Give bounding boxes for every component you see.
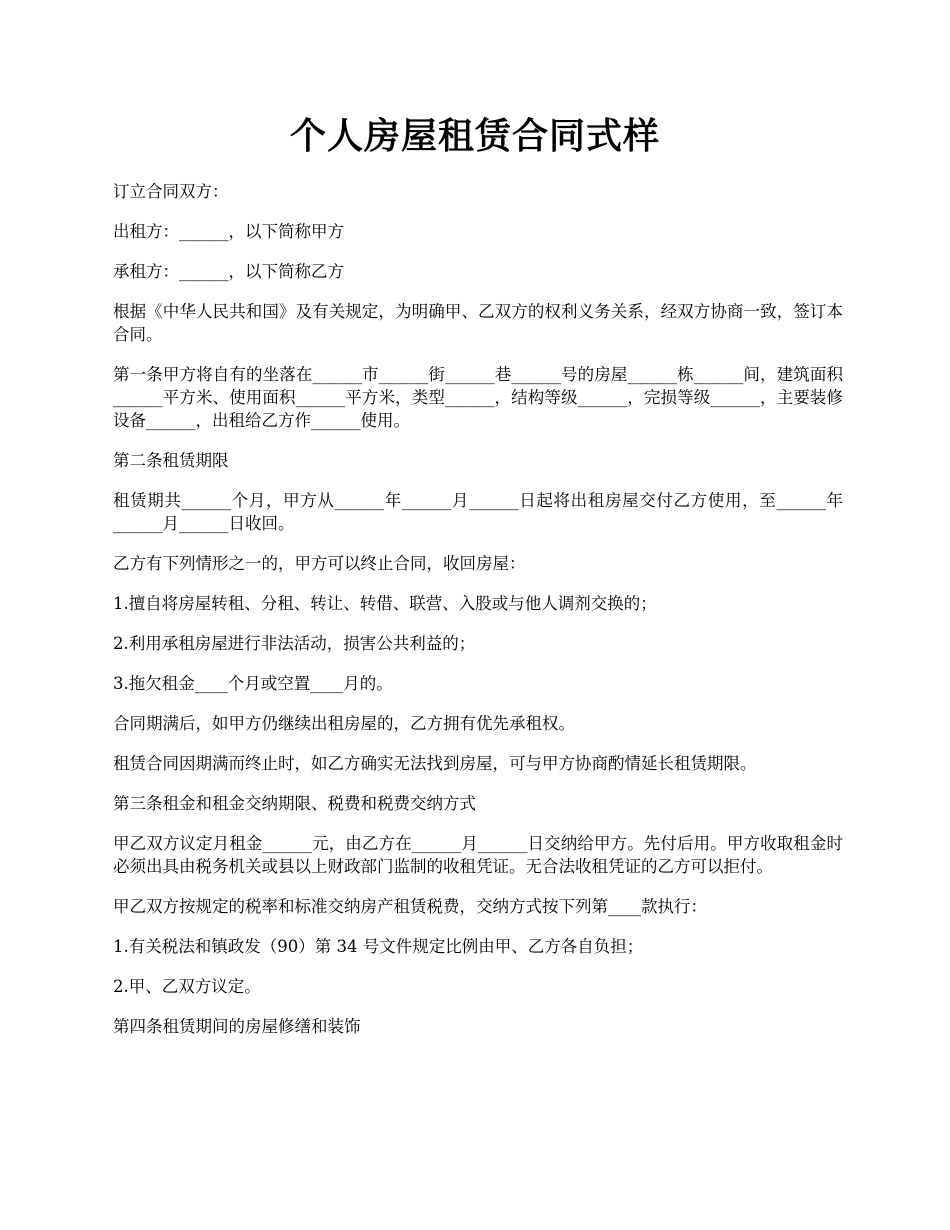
paragraph-parties-heading: 订立合同双方： [113,182,229,201]
list-item-tax-1: 1.有关税法和镇政发（90）第 34 号文件规定比例由甲、乙方各自负担； [113,937,644,956]
paragraph-article-1: 第一条甲方将自有的坐落在______市______街______巷______号的房屋______栋______间，建筑面积______平方米、使用面积______平方米，类型______，结构等级______，完损等级______，主要装修设备______，出租给乙方作______使用。 [113,365,843,430]
paragraph-extension: 租赁合同因期满而终止时，如乙方确实无法找到房屋，可与甲方协商酌情延长租赁期限。 [113,754,757,773]
document-body [113,180,843,1055]
paragraph-preamble: 根据《中华人民共和国》及有关规定，为明确甲、乙双方的权利义务关系，经双方协商一致，签订本合同。 [113,302,843,344]
paragraph-lessor: 出租方：______，以下简称甲方 [113,222,344,241]
list-item-condition-2: 2.利用承租房屋进行非法活动，损害公共利益的； [113,634,476,653]
paragraph-article-2-heading: 第二条租赁期限 [113,451,229,470]
paragraph-lease-term: 租赁期共______个月，甲方从______年______月______日起将出租房屋交付乙方使用，至______年______月______日收回。 [113,491,843,533]
list-item-tax-2: 2.甲、乙双方议定。 [113,977,261,996]
paragraph-rent-payment: 甲乙双方议定月租金______元，由乙方在______月______日交纳给甲方。先付后用。甲方收取租金时必须出具由税务机关或县以上财政部门监制的收租凭证。无合法收租凭证的乙方可以拒付。 [113,834,843,876]
paragraph-priority-right: 合同期满后，如甲方仍继续出租房屋的，乙方拥有优先承租权。 [113,714,575,733]
list-item-condition-3: 3.拖欠租金____个月或空置____月的。 [113,674,393,693]
document-title: 个人房屋租赁合同式样 [289,115,660,157]
list-item-condition-1: 1.擅自将房屋转租、分租、转让、转借、联营、入股或与他人调剂交换的； [113,594,657,613]
paragraph-tax-payment: 甲乙双方按规定的税率和标准交纳房产租赁税费，交纳方式按下列第____款执行： [113,897,707,916]
paragraph-article-3-heading: 第三条租金和租金交纳期限、税费和税费交纳方式 [113,794,476,813]
paragraph-termination-conditions: 乙方有下列情形之一的，甲方可以终止合同，收回房屋： [113,554,526,573]
paragraph-article-4-heading: 第四条租赁期间的房屋修缮和装饰 [113,1017,361,1036]
paragraph-lessee: 承租方：______，以下简称乙方 [113,262,344,281]
